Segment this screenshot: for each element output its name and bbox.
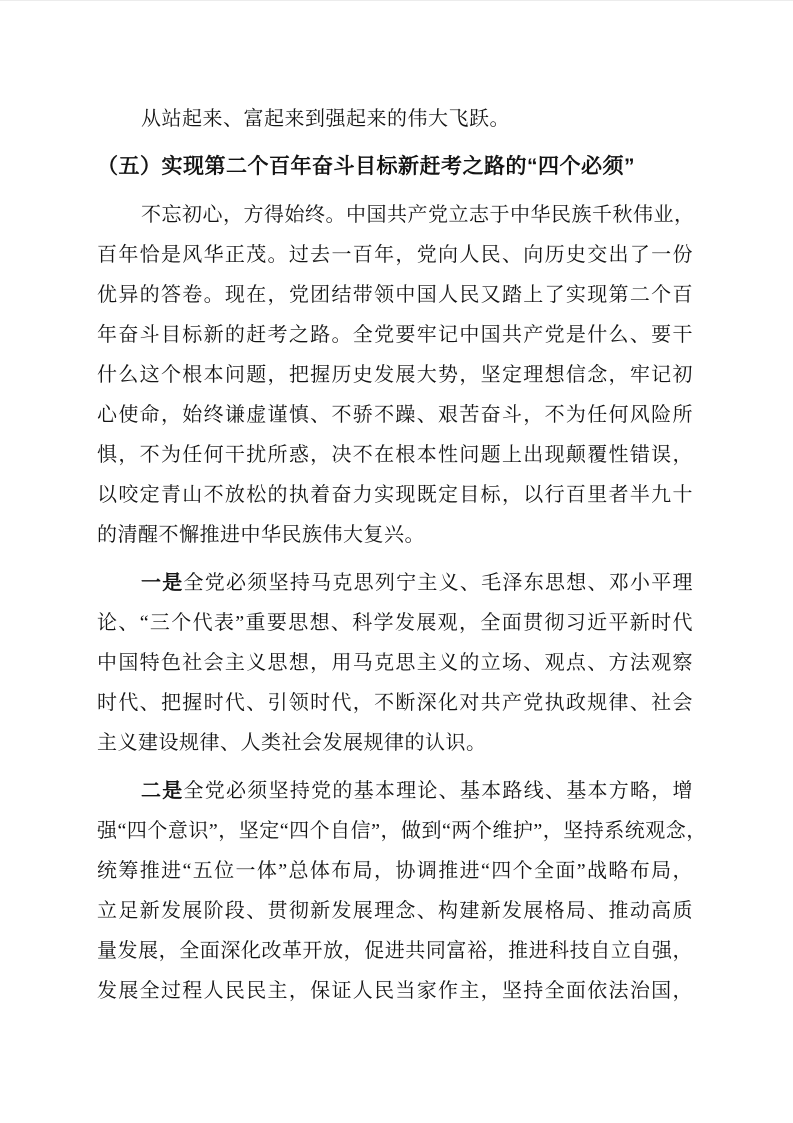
document-content xyxy=(97,99,707,1019)
text-line: 以咬定青山不放松的执着奋力实现既定目标，以行百里者半九十 xyxy=(97,484,693,506)
text-line: 量发展，全面深化改革开放，促进共同富裕，推进科技自立自强， xyxy=(97,940,693,962)
text-line: 二是全党必须坚持党的基本理论、基本路线、基本方略，增 xyxy=(141,780,694,802)
text-line: 的清醒不懈推进中华民族伟大复兴。 xyxy=(97,524,425,546)
text-line: 立足新发展阶段、贯彻新发展理念、构建新发展格局、推动高质 xyxy=(97,900,693,922)
text-line: 百年恰是风华正茂。过去一百年，党向人民、向历史交出了一份 xyxy=(97,244,693,266)
text-line: 统筹推进“五位一体”总体布局，协调推进“四个全面”战略布局， xyxy=(97,860,693,882)
text-line: 强“四个意识”，坚定“四个自信”，做到“两个维护”，坚持系统观念， xyxy=(97,820,707,842)
text-line: 年奋斗目标新的赶考之路。全党要牢记中国共产党是什么、要干 xyxy=(97,324,693,346)
paragraph-intro xyxy=(97,195,693,555)
paragraph-second-must xyxy=(97,771,707,1011)
bold-lead: 一是 xyxy=(141,572,184,594)
text-line: 论、“三个代表”重要思想、科学发展观，全面贯彻习近平新时代 xyxy=(97,612,693,634)
section-heading: （五）实现第二个百年奋斗目标新赶考之路的“四个必须” xyxy=(97,155,635,178)
paragraph-first-must xyxy=(97,563,693,763)
text-line: 从站起来、富起来到强起来的伟大飞跃。 xyxy=(141,108,510,130)
text-line: 时代、把握时代、引领时代，不断深化对共产党执政规律、社会 xyxy=(97,692,693,714)
text-line: 不忘初心，方得始终。中国共产党立志于中华民族千秋伟业， xyxy=(141,204,695,226)
paragraph-tail xyxy=(97,99,693,139)
text-line: 心使命，始终谦虚谨慎、不骄不躁、艰苦奋斗，不为任何风险所 xyxy=(97,404,693,426)
text-line: 惧，不为任何干扰所惑，决不在根本性问题上出现颠覆性错误， xyxy=(97,444,693,466)
text-line: 主义建设规律、人类社会发展规律的认识。 xyxy=(97,732,487,754)
text-line: 一是全党必须坚持马克思列宁主义、毛泽东思想、邓小平理 xyxy=(141,572,694,594)
text-line: 中国特色社会主义思想，用马克思主义的立场、观点、方法观察 xyxy=(97,652,693,674)
text-line: 什么这个根本问题，把握历史发展大势，坚定理想信念，牢记初 xyxy=(97,364,693,386)
text-line: 优异的答卷。现在，党团结带领中国人民又踏上了实现第二个百 xyxy=(97,284,693,306)
bold-lead: 二是 xyxy=(141,780,184,802)
text-line: 发展全过程人民民主，保证人民当家作主，坚持全面依法治国， xyxy=(97,980,693,1002)
